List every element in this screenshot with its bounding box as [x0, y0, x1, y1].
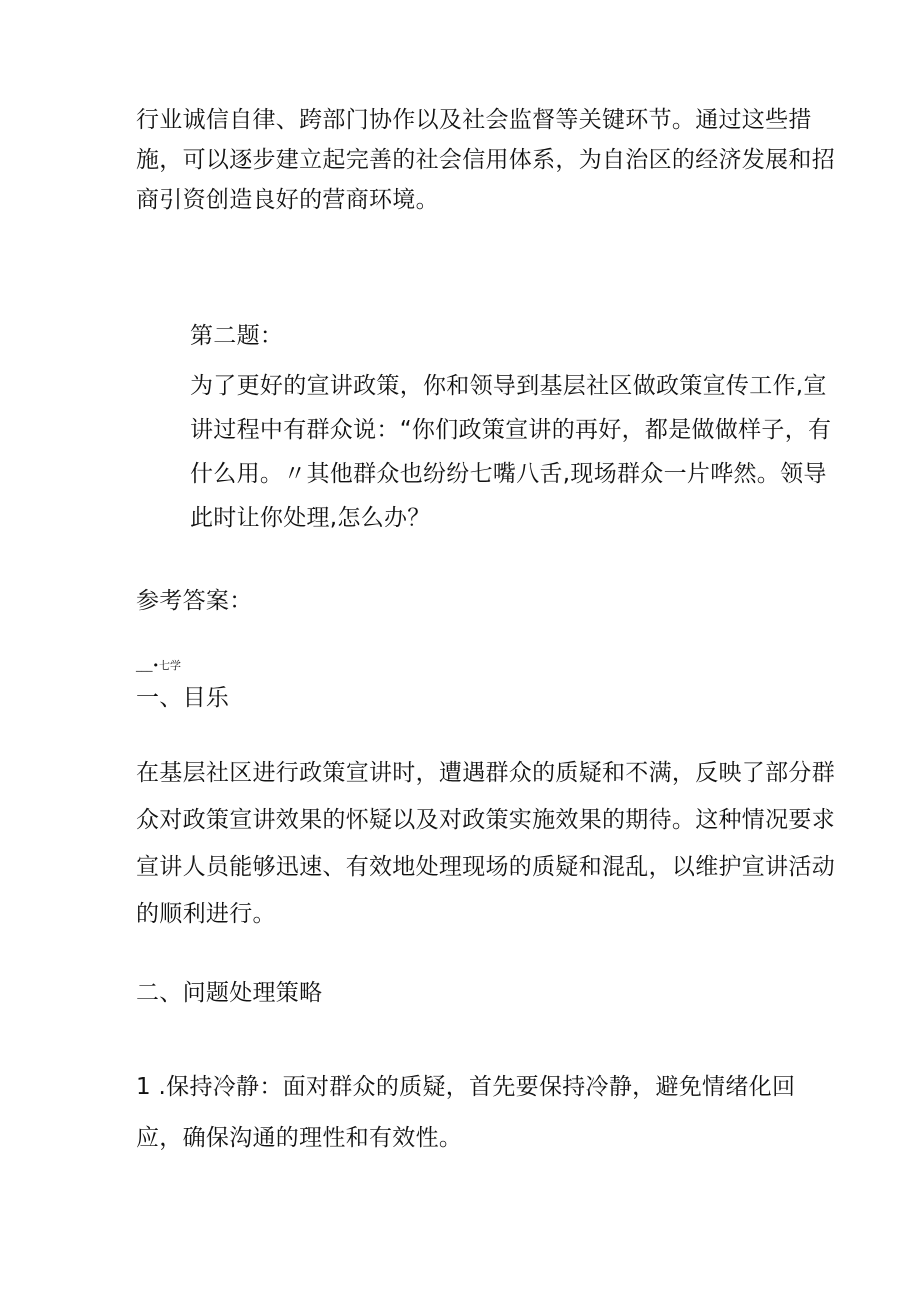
intro-paragraph — [136, 100, 835, 220]
question2-body — [190, 364, 832, 540]
section2-heading: 二、问题处理策略 — [136, 980, 323, 1006]
section1-line: 在基层社区进行政策宣讲时，遭遇群众的质疑和不满，反映了部分群 — [136, 760, 835, 786]
question2-line: 讲过程中有群众说：“你们政策宣讲的再好，都是做做样子，有 — [190, 417, 832, 443]
section1-line: 众对政策宣讲效果的怀疑以及对政策实施效果的期待。这种情况要求 — [136, 807, 835, 833]
question2-label: 第二题： — [190, 323, 284, 349]
section1-tag: ___•七学 — [136, 659, 181, 672]
answer-label: 参考答案： — [136, 588, 253, 614]
item1-line: 应，确保沟通的理性和有效性。 — [136, 1125, 463, 1151]
section2-item1 — [136, 1062, 796, 1164]
intro-line: 施，可以逐步建立起完善的社会信用体系，为自治区的经济发展和招 — [136, 147, 835, 173]
question2-line: 为了更好的宣讲政策，你和领导到基层社区做政策宣传工作,宣 — [190, 373, 827, 399]
question2-line: 什么用。〃其他群众也纷纷七嘴八舌,现场群众一片哗然。领导 — [190, 461, 827, 487]
intro-line: 行业诚信自律、跨部门协作以及社会监督等关键环节。通过这些措 — [136, 107, 812, 133]
section1-heading: 一、目乐 — [136, 685, 230, 711]
item1-line: 1 .保持冷静：面对群众的质疑，首先要保持冷静，避免情绪化回 — [136, 1074, 796, 1100]
question2-line: 此时让你处理,怎么办？ — [190, 505, 431, 531]
section1-line: 的顺利进行。 — [136, 901, 276, 927]
section1-line: 宣讲人员能够迅速、有效地处理现场的质疑和混乱，以维护宣讲活动 — [136, 854, 835, 880]
intro-line: 商引资创造良好的营商环境。 — [136, 187, 439, 213]
section1-paragraph — [136, 750, 835, 938]
